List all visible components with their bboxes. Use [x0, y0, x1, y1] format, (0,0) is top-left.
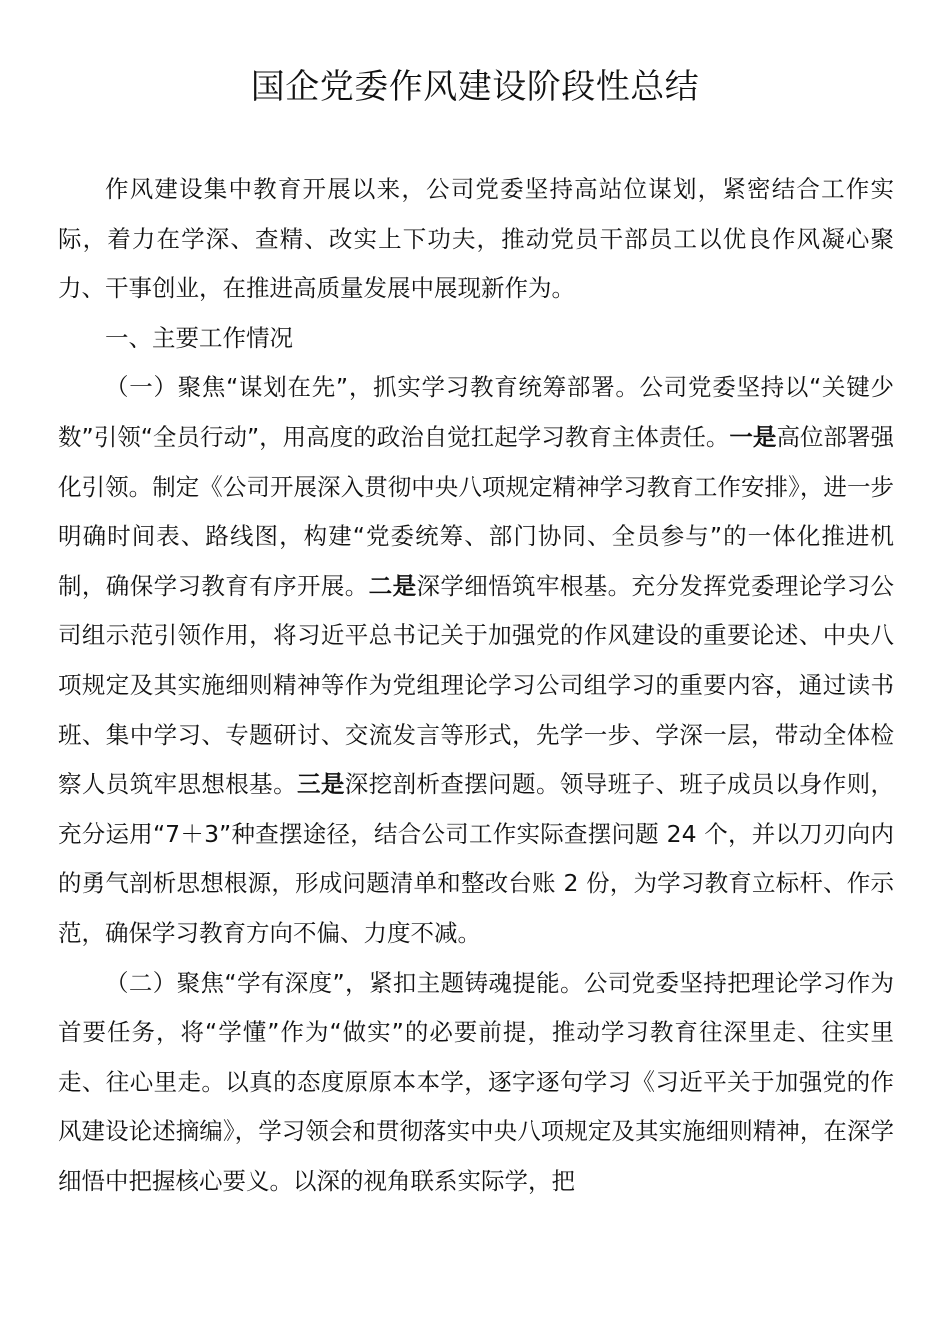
point2-label: 二是	[368, 571, 417, 600]
section-heading: 一、主要工作情况	[105, 323, 293, 352]
item1-lead: （一）聚焦“谋划在先”，抓实学习教育统筹部署。公司党委坚持以“关键少数”引领“全员行动”，用高度的政治自觉扛起学习教育主体责任。	[58, 373, 894, 451]
document-body	[58, 165, 894, 1206]
item2-paragraph: （二）聚焦“学有深度”，紧扣主题铸魂提能。公司党委坚持把理论学习作为首要任务，将“学懂”作为“做实”的必要前提，推动学习教育往深里走、往实里走、往心里走。以真的态度原原本本学，逐字逐句学习《习近平关于加强党的作风建设论述摘编》，学习领会和贯彻落实中央八项规定及其实施细则精神，在深学细悟中把握核心要义。以深的视角联系实际学，把	[58, 968, 894, 1195]
point2-text: 深学细悟筑牢根基。充分发挥党委理论学习公司组示范引领作用，将习近平总书记关于加强党的作风建设的重要论述、中央八项规定及其实施细则精神等作为党组理论学习公司组学习的重要内容，通过读书班、集中学习、专题研讨、交流发言等形式，先学一步、学深一层，带动全体检察人员筑牢思想根基。	[58, 571, 895, 799]
point3-text: 深挖剖析查摆问题。领导班子、班子成员以身作则，充分运用“7＋3”种查摆途径，结合公司工作实际查摆问题 24 个，并以刀刃向内的勇气剖析思想根源，形成问题清单和整改台账 2 份，为学习教育立标杆、作示范，确保学习教育方向不偏、力度不减。	[58, 770, 895, 947]
intro-paragraph: 作风建设集中教育开展以来，公司党委坚持高站位谋划，紧密结合工作实际，着力在学深、查精、改实上下功夫，推动党员干部员工以优良作风凝心聚力、干事创业，在推进高质量发展中展现新作为。	[58, 175, 894, 303]
item1-paragraph	[58, 363, 894, 958]
point1-label: 一是	[729, 422, 777, 451]
point3-label: 三是	[296, 770, 345, 799]
point1-text: 高位部署强化引领。制定《公司开展深入贯彻中央八项规定精神学习教育工作安排》，进一步明确时间表、路线图，构建“党委统筹、部门协同、全员参与”的一体化推进机制，确保学习教育有序开展。	[58, 422, 895, 600]
document-title: 国企党委作风建设阶段性总结	[250, 67, 700, 107]
